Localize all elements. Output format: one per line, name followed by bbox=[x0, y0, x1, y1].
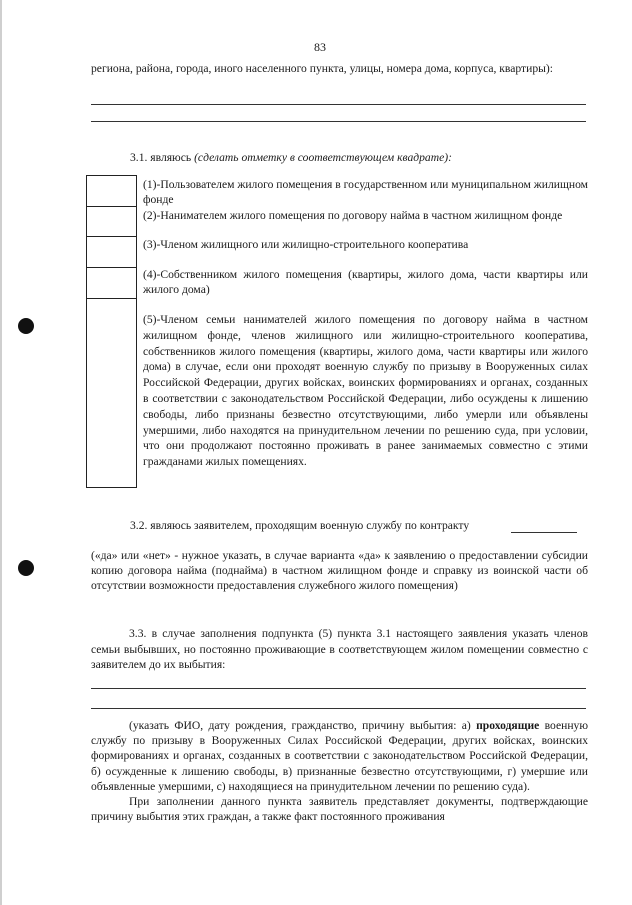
punch-hole-upper bbox=[18, 318, 34, 334]
scan-edge bbox=[0, 0, 2, 905]
fill-line-members-1[interactable] bbox=[91, 688, 586, 689]
page-number: 83 bbox=[314, 40, 326, 54]
option-3-text: (3)-Членом жилищного или жилищно-строительного кооператива bbox=[143, 238, 469, 251]
footnote-part2: военную службу по призыву в Вооруженных Силах Российской Федерации, других войсках, воинских формированиях и органах, созданных в соответствии с законодательством Российской Федерации, б) осужденные к лишению свободы, в) признанные безвестно отсутствующими, г) умершие или объявленные умершими, с) находящиеся на принудительном лечении по решению суда). bbox=[91, 719, 588, 793]
checkbox-option-5[interactable] bbox=[86, 298, 137, 488]
section-3-3-text: 3.3. в случае заполнения подпункта (5) пункта 3.1 настоящего заявления указать членов семьи выбывших, но постоянно проживающие в соответствующем жилом помещении совместно с заявителем до их выбытия: bbox=[91, 627, 588, 672]
footnote-paragraph bbox=[91, 718, 588, 794]
section-3-1-label: 3.1. являюсь bbox=[130, 151, 195, 164]
intro-text: региона, района, города, иного населенного пункта, улицы, номера дома, корпуса, квартиры): bbox=[91, 62, 553, 75]
footnote-block bbox=[91, 718, 588, 824]
section-3-2-note: («да» или «нет» - нужное указать, в случае варианта «да» к заявлению о предоставлении субсидии копию договора найма (поднайма) в частном жилищном фонде и справку из воинской части об отсутствии возможности предоставления служебного жилого помещения) bbox=[91, 549, 588, 593]
section-3-1-hint: (сделать отметку в соответствующем квадрате): bbox=[194, 151, 452, 164]
footnote-bold: проходящие bbox=[476, 719, 540, 732]
option-1-text: (1)-Пользователем жилого помещения в государственном или муниципальном жилищном фонде bbox=[143, 178, 588, 206]
checkbox-option-3[interactable] bbox=[86, 236, 137, 268]
fill-line-address-1[interactable] bbox=[91, 104, 586, 105]
fill-line-address-2[interactable] bbox=[91, 121, 586, 122]
checkbox-option-1[interactable] bbox=[86, 175, 137, 207]
option-2-text: (2)-Нанимателем жилого помещения по договору найма в частном жилищном фонде bbox=[143, 209, 563, 222]
option-5-text: (5)-Членом семьи нанимателей жилого помещения по договору найма в частном жилищном фонде, членов жилищного или жилищно-строительного кооператива, собственников жилого помещения (квартиры, жилого дома, части квартиры или жилого дома) в случае, если они проходят военную службу по призыву в Вооруженных силах Российской Федерации, других войсках, воинских формированиях и органах, созданных в соответствии с законодательством Российской Федерации, либо осуждены к лишению свободы, либо признаны безвестно отсутствующими, либо умерли или объявлены умершими, либо находятся на принудительном лечении по решению суда, при условии, что они продолжают постоянно проживать в ранее занимаемых совместно с этими гражданами жилых помещениях. bbox=[143, 313, 588, 469]
section-3-1-heading bbox=[130, 151, 590, 166]
checkbox-option-4[interactable] bbox=[86, 267, 137, 299]
option-4-text: (4)-Собственником жилого помещения (квартиры, жилого дома, части квартиры или жилого дома) bbox=[143, 268, 588, 296]
section-3-3-block bbox=[91, 626, 588, 673]
punch-hole-lower bbox=[18, 560, 34, 576]
section-3-2-text: 3.2. являюсь заявителем, проходящим военную службу по контракту bbox=[130, 519, 470, 532]
checkbox-option-2[interactable] bbox=[86, 206, 137, 237]
contract-answer-line[interactable] bbox=[511, 532, 577, 533]
footnote-part1: (указать ФИО, дату рождения, гражданство, причину выбытия: а) bbox=[129, 719, 477, 732]
footnote-last: При заполнении данного пункта заявитель представляет документы, подтверждающие причину выбытия этих граждан, а также факт постоянного проживания bbox=[91, 795, 588, 824]
fill-line-members-2[interactable] bbox=[91, 708, 586, 709]
